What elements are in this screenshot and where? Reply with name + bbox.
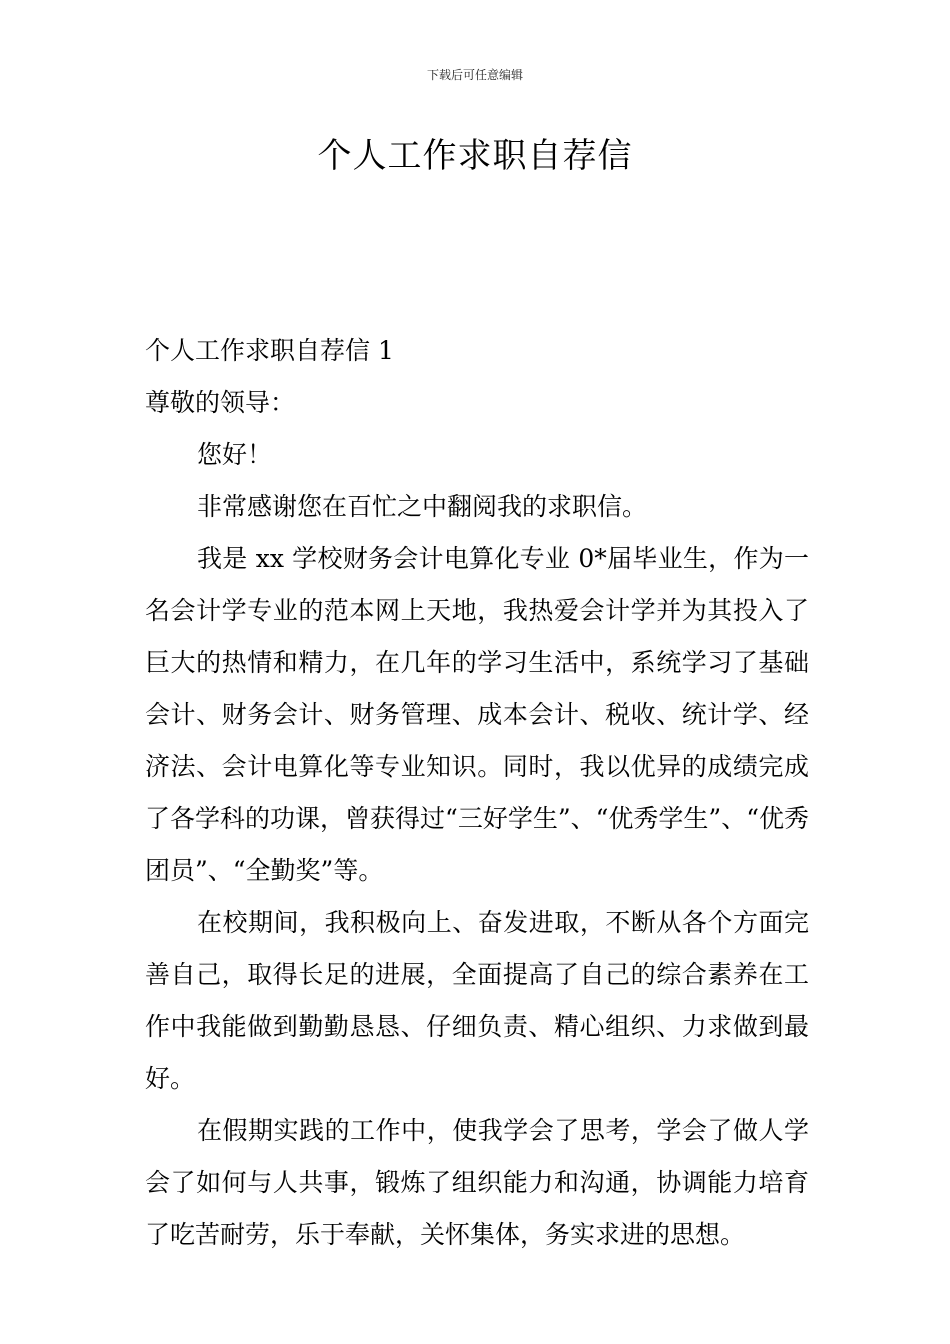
paragraph: 我是 xx 学校财务会计电算化专业 0*届毕业生，作为一名会计学专业的范本网上天地，我热爱会计学并为其投入了巨大的热情和精力，在几年的学习生活中，系统学习了基础会计、财务会计、财务管理、成本会计、税收、统计学、经济法、会计电算化等专业知识。同时，我以优异的成绩完成了各学科的功课，曾获得过“三好学生”、“优秀学生”、“优秀团员”、“全勤奖”等。 bbox=[145, 544, 809, 885]
paragraph: 在校期间，我积极向上、奋发进取，不断从各个方面完善自己，取得长足的进展，全面提高了自己的综合素养在工作中我能做到勤勤恳恳、仔细负责、精心组织、力求做到最好。 bbox=[145, 908, 809, 1093]
letter-body bbox=[145, 325, 809, 1261]
letter-subtitle: 个人工作求职自荐信 1 bbox=[145, 336, 394, 365]
paragraph: 非常感谢您在百忙之中翻阅我的求职信。 bbox=[197, 492, 648, 521]
letter-salutation: 尊敬的领导： bbox=[145, 388, 296, 417]
header-note: 下载后可任意编辑 bbox=[426, 68, 523, 82]
letter-greeting: 您好！ bbox=[197, 440, 273, 469]
paragraph: 在假期实践的工作中，使我学会了思考，学会了做人学会了如何与人共事，锻炼了组织能力和沟通，协调能力培育了吃苦耐劳，乐于奉献，关怀集体，务实求进的思想。 bbox=[145, 1116, 809, 1249]
document-title: 个人工作求职自荐信 bbox=[317, 136, 633, 176]
